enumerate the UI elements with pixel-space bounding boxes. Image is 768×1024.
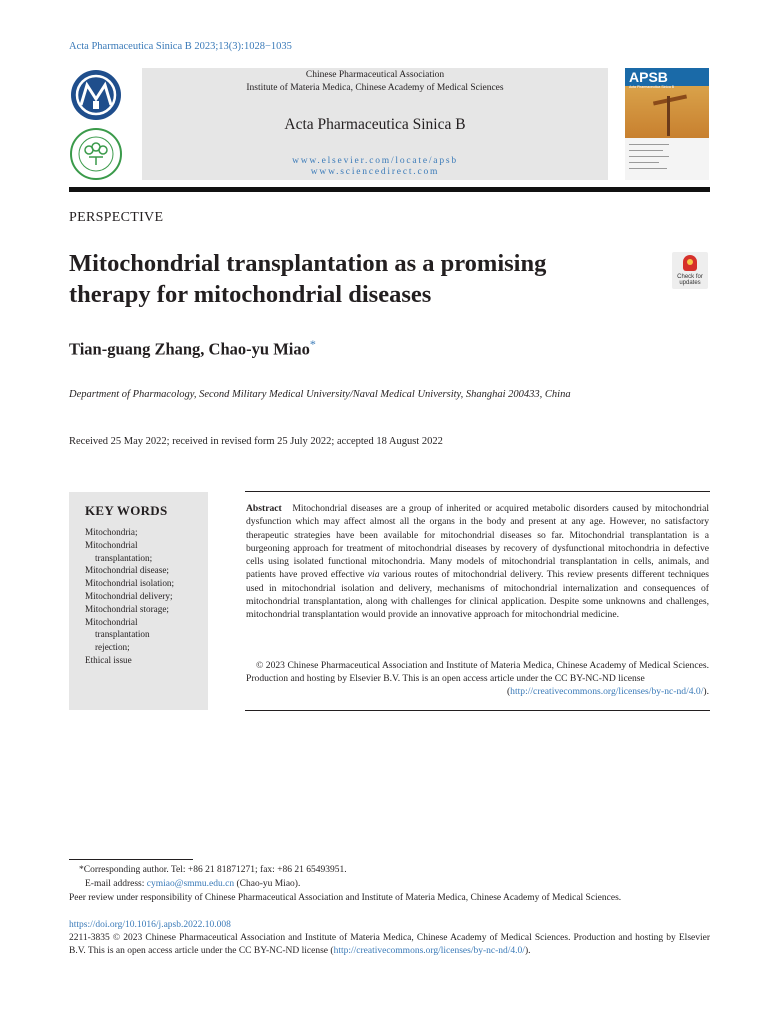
keyword-item: transplantation; [95, 552, 153, 563]
abstract-text-cont: various routes of mitochondrial delivery. This review presents different techniques used in mitochondrial isolation and delivery, mechanisms of mitochondrial internalization and consequences of mitochondrial transplantation, along with challenges for clinical application. Despite some unknowns and challenges, mitochondrial transplantation would provide an innovative approach for mitochondrial medicine. [246, 569, 709, 621]
journal-name: Acta Pharmaceutica Sinica B [284, 116, 466, 133]
email-note [85, 878, 300, 891]
license-line [246, 686, 709, 697]
article-type: PERSPECTIVE [69, 210, 164, 225]
abstract-copyright [246, 659, 709, 686]
license-open: ( [506, 686, 511, 697]
elsevier-link[interactable]: www.elsevier.com/locate/apsb [292, 156, 458, 166]
imm-logo [69, 127, 123, 181]
cpa-logo [69, 68, 123, 122]
journal-reference[interactable]: Acta Pharmaceutica Sinica B 2023;13(3):1028−1035 [69, 41, 292, 52]
abstract-via: via [367, 569, 380, 581]
keyword-item: Mitochondria; [85, 527, 138, 537]
keyword-item: Mitochondrial [85, 616, 138, 627]
cover-title: APSB [629, 69, 668, 85]
keyword-item: Mitochondrial storage; [85, 603, 169, 614]
keyword-item: rejection; [95, 642, 130, 653]
keyword-item: Mitochondrial disease; [85, 565, 169, 576]
journal-banner [142, 68, 608, 180]
article-title: Mitochondrial transplantation as a promising therapy for mitochondrial diseases [69, 250, 547, 308]
cover-text-line [629, 168, 667, 169]
footer-license-open: ( [330, 946, 334, 956]
cover-text-line [629, 162, 659, 163]
cover-pumpjack-pole [667, 96, 670, 136]
cover-pumpjack-arm [653, 95, 687, 106]
sciencedirect-link[interactable]: www.sciencedirect.com [310, 167, 440, 177]
corresponding-author-mark[interactable]: * [309, 337, 316, 351]
keyword-item: Mitochondrial [85, 539, 138, 550]
footer-license-close: ). [524, 946, 531, 956]
email-label: E-mail address: [85, 879, 145, 889]
abstract-bottom-rule [245, 710, 710, 711]
abstract-top-rule [245, 491, 710, 492]
cover-text-line [629, 156, 669, 157]
check-for-updates-badge[interactable] [672, 252, 708, 289]
license-close: ). [703, 686, 709, 697]
keyword-item: Ethical issue [85, 654, 132, 665]
received-dates: Received 25 May 2022; received in revised form 25 July 2022; accepted 18 August 2022 [69, 436, 443, 447]
keywords-heading: KEY WORDS [85, 503, 168, 518]
license-link[interactable]: http://creativecommons.org/licenses/by-nc-nd/4.0/ [510, 686, 704, 697]
keyword-item: Mitochondrial isolation; [85, 578, 175, 589]
check-updates-label: Check for updates [677, 274, 703, 286]
keywords-box [69, 492, 208, 710]
banner-institute: Institute of Materia Medica, Chinese Academy of Medical Sciences [246, 83, 504, 93]
peer-review-note: Peer review under responsibility of Chinese Pharmaceutical Association and Institute of Materia Medica, Chinese Academy of Medical Sciences. [69, 893, 622, 903]
banner-association: Chinese Pharmaceutical Association [305, 70, 445, 80]
issn-copyright [69, 932, 710, 958]
author-names: Tian-guang Zhang, Chao-yu Miao [69, 339, 310, 359]
email-owner: (Chao-yu Miao). [236, 879, 301, 889]
doi-link[interactable]: https://doi.org/10.1016/j.apsb.2022.10.008 [69, 920, 231, 930]
copyright-text: © 2023 Chinese Pharmaceutical Association and Institute of Materia Medica, Chinese Academy of Medical Sciences. Production and hosting by Elsevier B.V. This is an open access article under the CC BY-NC-ND license [246, 660, 710, 685]
header-rule [69, 187, 710, 192]
cover-text-line [629, 144, 669, 145]
check-updates-icon [683, 255, 697, 271]
email-link[interactable]: cymiao@smmu.edu.cn [146, 879, 235, 889]
cover-text-line [629, 150, 663, 151]
abstract-label: Abstract [246, 503, 282, 514]
abstract-text: Mitochondrial diseases are a group of inherited or acquired metabolic disorders caused by mitochondrial dysfunction which may affect almost all the organs in the body and present at any age. However, no satisfactory therapeutic strategies have been available for mitochondrial diseases so far. Mitochondrial transplantation is a burgeoning approach for treatment of mitochondrial diseases by recovery of dysfunctional mitochondria in defective cells using isolated functional mitochondria. Many models of mitochondrial transplantation in cells, animals, and patients have proved effective [246, 503, 709, 581]
footer-license-link[interactable]: http://creativecommons.org/licenses/by-nc-nd/4.0/ [333, 946, 525, 956]
keyword-item: transplantation [95, 629, 150, 640]
issn-text: 2211-3835 © 2023 Chinese Pharmaceutical Association and Institute of Materia Medica, Chinese Academy of Medical Sciences. Production and hosting by Elsevier B.V. This is an open access article under the CC BY-NC-ND license [69, 933, 710, 956]
keywords-list [85, 526, 174, 667]
footnote-rule [69, 859, 193, 860]
journal-cover [625, 68, 709, 180]
affiliation: Department of Pharmacology, Second Military Medical University/Naval Medical University, Shanghai 200433, China [69, 389, 571, 400]
abstract [246, 502, 709, 622]
keyword-item: Mitochondrial delivery; [85, 590, 173, 601]
cover-subtitle: Acta Pharmaceutica Sinica B [629, 85, 675, 89]
corresponding-author-note: *Corresponding author. Tel: +86 21 81871271; fax: +86 21 65493951. [79, 865, 347, 875]
authors [69, 337, 316, 360]
